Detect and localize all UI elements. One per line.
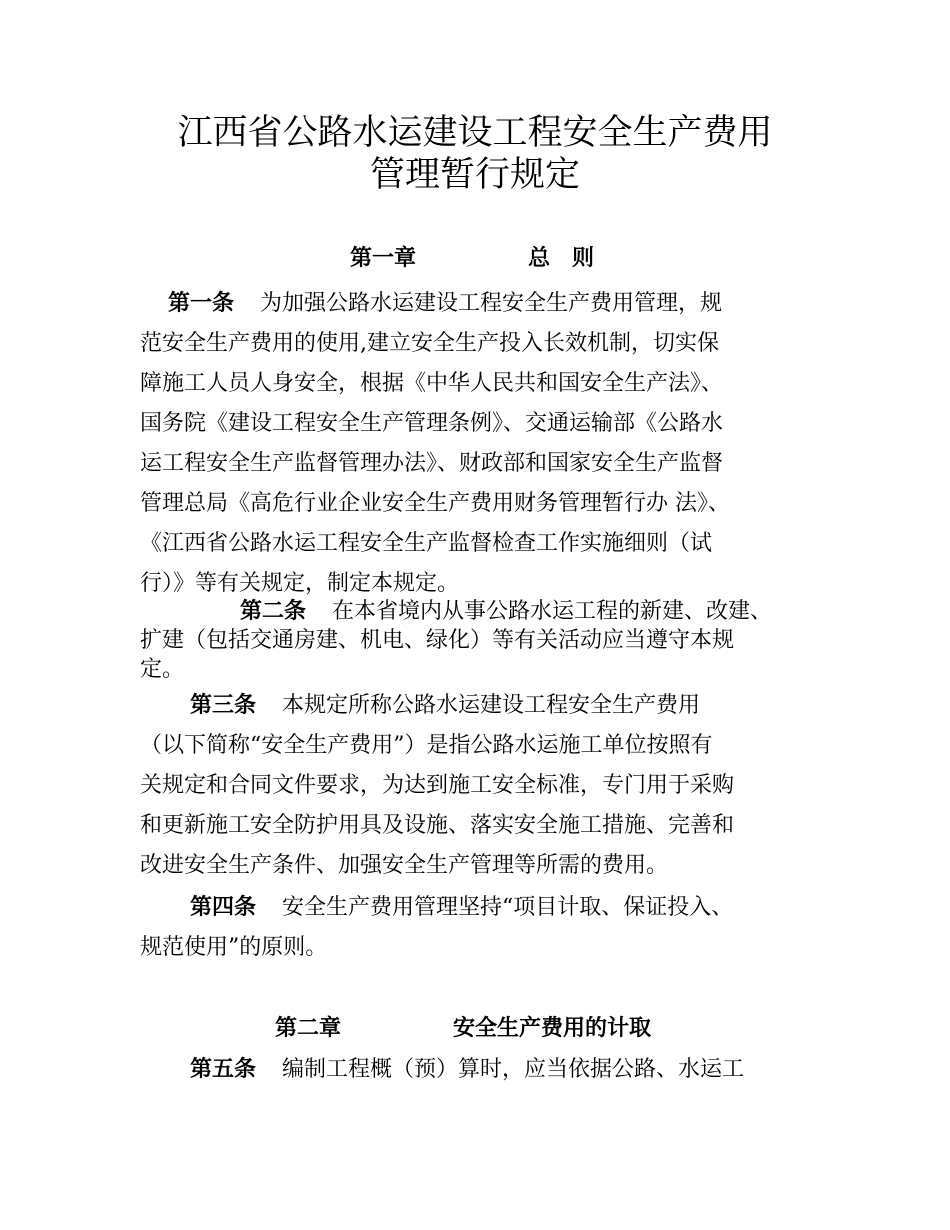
article-1-line-8: 行）》等有关规定，制定本规定。: [140, 571, 460, 596]
article-4-label: 第四条: [190, 894, 257, 920]
document-title-line-1: 江西省公路水运建设工程安全生产费用: [177, 113, 773, 153]
article-2-line-1: [140, 597, 830, 626]
article-1-line-1: [140, 283, 830, 324]
article-2-line-3: 定。: [140, 657, 185, 682]
article-1-line-2: 范安全生产费用的使用,建立安全生产投入长效机制，切实保: [140, 331, 719, 356]
article-1-label: 第一条: [168, 290, 235, 316]
article-3-line-1: [140, 685, 830, 726]
article-3-line-5: 改进安全生产条件、加强安全生产管理等所需的费用。: [140, 853, 669, 878]
article-1-line-3: 障施工人员人身安全，根据《中华人民共和国安全生产法》、: [140, 371, 724, 396]
article-5-text-1: 编制工程概（预）算时，应当依据公路、水运工: [282, 1057, 745, 1082]
article-1: [140, 283, 830, 604]
article-2-label: 第二条: [240, 598, 307, 624]
article-4-line-1: [140, 887, 830, 928]
article-3-line-3: 关规定和合同文件要求，为达到施工安全标准，专门用于采购: [140, 773, 735, 798]
article-4: [140, 887, 830, 968]
article-1-text-1: 为加强公路水运建设工程安全生产费用管理，规: [260, 291, 723, 316]
article-5-label: 第五条: [190, 1056, 257, 1082]
article-1-line-4: 国务院《建设工程安全生产管理条例》、交通运输部《公路水: [140, 411, 724, 436]
chapter-2-number: 第二章: [275, 1015, 342, 1041]
article-1-line-5: 运工程安全生产监督管理办法》、财政部和国家安全生产监督: [140, 451, 724, 476]
article-5: [140, 1049, 830, 1090]
chapter-2-name: 安全生产费用的计取: [453, 1015, 652, 1041]
article-4-text-1: 安全生产费用管理坚持“项目计取、保证投入、: [282, 895, 734, 920]
document-title-line-2: 管理暂行规定: [369, 155, 580, 195]
article-5-line-1: [140, 1049, 830, 1090]
article-1-line-6: 管理总局《高危行业企业安全生产费用财务管理暂行办 法》、: [140, 491, 730, 516]
article-1-line-7: 《江西省公路水运工程安全生产监督检查工作实施细则（试: [140, 531, 713, 556]
chapter-1-number: 第一章: [350, 245, 417, 271]
article-3: [140, 685, 830, 886]
article-2-line-2: 扩建（包括交通房建、机电、绿化）等有关活动应当遵守本规: [140, 628, 735, 653]
article-3-text-1: 本规定所称公路水运建设工程安全生产费用: [282, 693, 701, 718]
article-2: [140, 597, 830, 684]
article-3-line-2: （以下简称“安全生产费用”）是指公路水运施工单位按照有: [140, 733, 713, 758]
article-3-line-4: 和更新施工安全防护用具及设施、落实安全施工措施、完善和: [140, 813, 735, 838]
article-3-label: 第三条: [190, 692, 257, 718]
chapter-1-name: 总 则: [528, 245, 595, 271]
article-2-text-1: 在本省境内从事公路水运工程的新建、改建、: [332, 599, 773, 624]
article-4-line-2: 规范使用”的原则。: [140, 935, 328, 960]
